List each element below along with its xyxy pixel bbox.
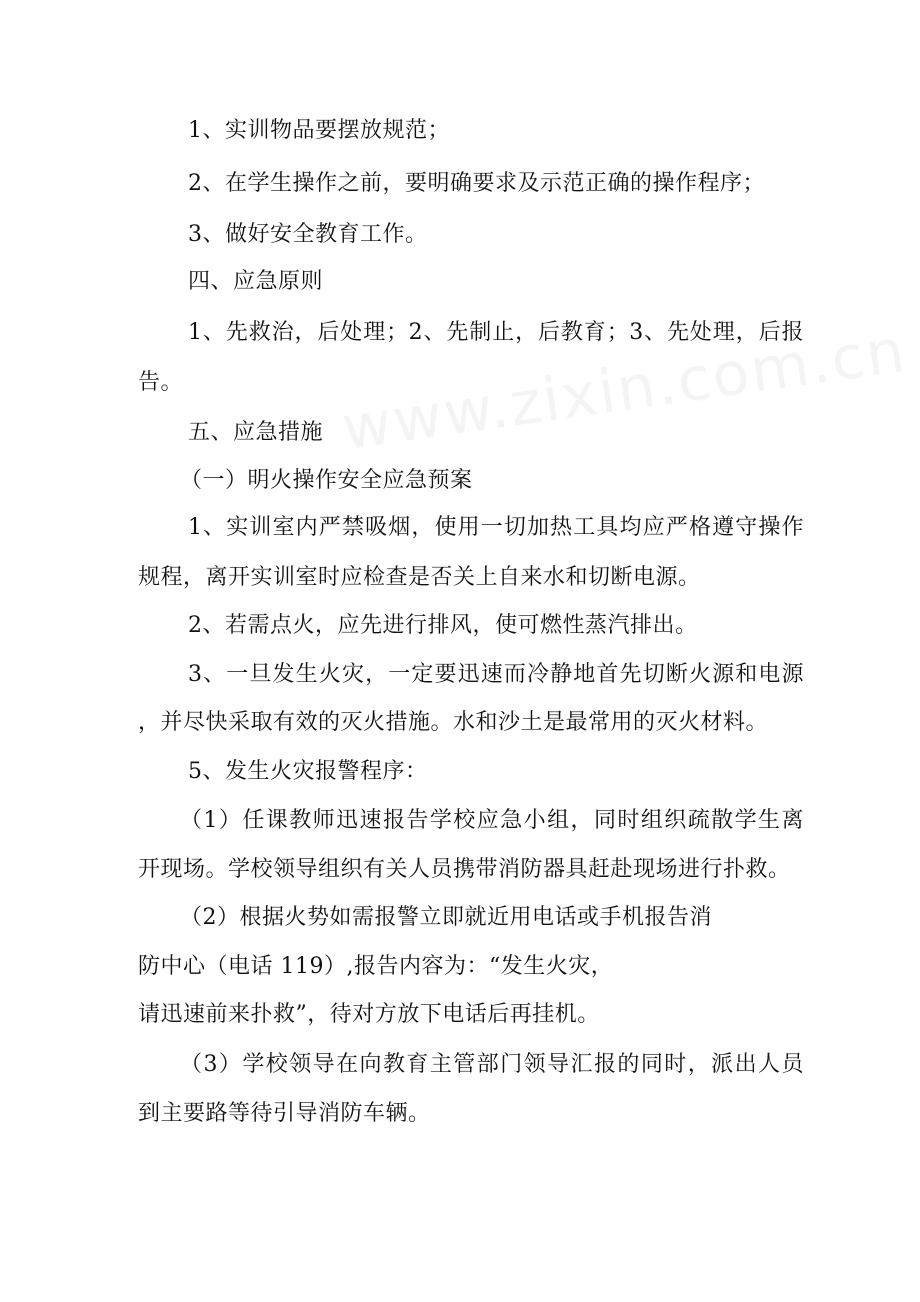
text-line: 2、在学生操作之前，要明确要求及示范正确的操作程序；	[188, 171, 765, 196]
text-line: 告。	[138, 370, 184, 395]
section-heading: 五、应急措施	[188, 420, 324, 445]
text-line: 到主要路等待引导消防车辆。	[138, 1101, 431, 1126]
text-line: 规程，离开实训室时应检查是否关上自来水和切断电源。	[138, 565, 701, 590]
text-line: （2）根据火势如需报警立即就近用电话或手机报告消	[180, 905, 712, 930]
text-line: 2、若需点火，应先进行排风，使可燃性蒸汽排出。	[188, 613, 698, 638]
text-line: 3、做好安全教育工作。	[188, 222, 428, 247]
text-line: （3）学校领导在向教育主管部门领导汇报的同时，派出人员	[180, 1052, 804, 1077]
text-line: ，并尽快采取有效的灭火措施。水和沙土是最常用的灭火材料。	[138, 710, 769, 735]
text-line: （1）任课教师迅速报告学校应急小组，同时组织疏散学生离	[180, 808, 804, 833]
text-line: 5、发生火灾报警程序：	[188, 759, 428, 784]
text-line: 1、实训室内严禁吸烟，使用一切加热工具均应严格遵守操作	[188, 515, 804, 540]
text-line: 1、实训物品要摆放规范；	[188, 118, 450, 143]
section-heading: 四、应急原则	[188, 269, 324, 294]
text-line: 防中心（电话 119）,报告内容为：“发生火灾，	[138, 954, 614, 979]
text-line: 开现场。学校领导组织有关人员携带消防器具赶赴现场进行扑救。	[138, 857, 791, 882]
text-line: 1、先救治，后处理；2、先制止，后教育；3、先处理，后报	[188, 320, 804, 345]
text-line: 3、一旦发生火灾，一定要迅速而冷静地首先切断火源和电源	[188, 662, 804, 687]
subsection-heading: （一）明火操作安全应急预案	[180, 468, 473, 493]
text-line: 请迅速前来扑救”，待对方放下电话后再挂机。	[138, 1002, 600, 1027]
